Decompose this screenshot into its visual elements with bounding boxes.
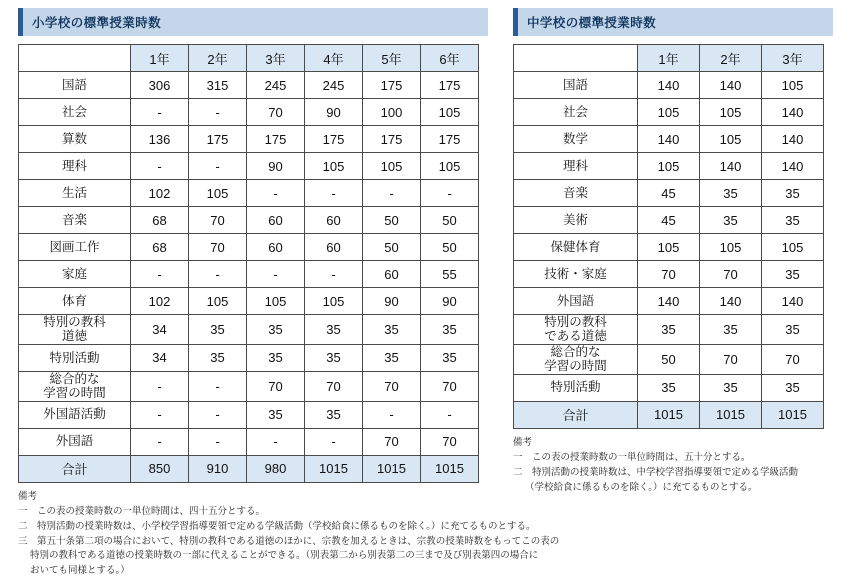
subject-cell: 国語 — [19, 72, 131, 99]
total-value: 1015 — [363, 455, 421, 482]
juniorhigh-title: 中学校の標準授業時数 — [513, 8, 833, 36]
hours-cell: 60 — [305, 207, 363, 234]
hours-cell: 102 — [131, 180, 189, 207]
hours-cell: 35 — [700, 374, 762, 401]
hours-cell: 35 — [363, 315, 421, 345]
header-cell-grade1: 1年 — [131, 45, 189, 72]
header-cell-grade4: 4年 — [305, 45, 363, 72]
subject-cell: 美術 — [514, 207, 638, 234]
hours-cell: 90 — [305, 99, 363, 126]
hours-cell: - — [421, 401, 479, 428]
hours-cell: 70 — [247, 99, 305, 126]
elementary-panel — [18, 0, 560, 579]
hours-cell: 45 — [638, 180, 700, 207]
table-row — [514, 374, 824, 401]
hours-cell: 140 — [700, 72, 762, 99]
notes-line: 二 特別活動の授業時数は、小学校学習指導要領で定める学級活動（学校給食に係るものを除く。）に充てるものとする。 — [18, 520, 536, 532]
total-value: 1015 — [305, 455, 363, 482]
hours-cell: 70 — [638, 261, 700, 288]
table-row — [19, 153, 479, 180]
hours-cell: - — [131, 261, 189, 288]
table-row — [19, 315, 479, 345]
table-row — [514, 288, 824, 315]
hours-cell: 105 — [363, 153, 421, 180]
juniorhigh-table — [513, 44, 824, 429]
hours-cell: 315 — [189, 72, 247, 99]
header-cell-grade6: 6年 — [421, 45, 479, 72]
hours-cell: 68 — [131, 207, 189, 234]
hours-cell: 90 — [247, 153, 305, 180]
subject-cell: 総合的な 学習の時間 — [19, 371, 131, 401]
subject-cell: 特別の教科 である道徳 — [514, 315, 638, 345]
hours-cell: 105 — [762, 234, 824, 261]
hours-cell: 105 — [638, 153, 700, 180]
hours-cell: 35 — [762, 261, 824, 288]
notes-line: （学校給食に係るものを除く。）に充てるものとする。 — [525, 481, 758, 493]
hours-cell: 35 — [762, 374, 824, 401]
hours-cell: 90 — [421, 288, 479, 315]
hours-cell: 35 — [700, 315, 762, 345]
hours-cell: 175 — [421, 72, 479, 99]
hours-cell: 35 — [421, 315, 479, 345]
hours-cell: - — [363, 180, 421, 207]
hours-cell: 105 — [189, 180, 247, 207]
elementary-title: 小学校の標準授業時数 — [18, 8, 488, 36]
hours-cell: - — [247, 261, 305, 288]
hours-cell: 35 — [762, 207, 824, 234]
table-row — [19, 371, 479, 401]
hours-cell: 306 — [131, 72, 189, 99]
subject-cell: 外国語 — [19, 428, 131, 455]
subject-cell: 図画工作 — [19, 234, 131, 261]
header-cell-grade5: 5年 — [363, 45, 421, 72]
table-row — [514, 315, 824, 345]
header-cell-grade1: 1年 — [638, 45, 700, 72]
subject-cell: 外国語活動 — [19, 401, 131, 428]
hours-cell: 35 — [305, 401, 363, 428]
hours-cell: 105 — [700, 126, 762, 153]
hours-cell: 70 — [762, 344, 824, 374]
hours-cell: 105 — [421, 153, 479, 180]
total-row — [514, 401, 824, 428]
total-value: 910 — [189, 455, 247, 482]
hours-cell: 140 — [762, 288, 824, 315]
table-header-row — [19, 45, 479, 72]
hours-cell: 105 — [762, 72, 824, 99]
notes-line: 三 第五十条第二項の場合において、特別の教科である道徳のほかに、宗教を加えるときは、宗教の授業時数をもってこの表の — [18, 535, 560, 547]
hours-cell: 175 — [247, 126, 305, 153]
hours-cell: 136 — [131, 126, 189, 153]
subject-cell: 算数 — [19, 126, 131, 153]
subject-cell: 社会 — [19, 99, 131, 126]
elementary-notes — [18, 490, 560, 579]
hours-cell: 70 — [363, 371, 421, 401]
hours-cell: 140 — [638, 288, 700, 315]
hours-cell: 70 — [189, 207, 247, 234]
hours-cell: 35 — [700, 180, 762, 207]
hours-cell: 105 — [421, 99, 479, 126]
table-row — [514, 344, 824, 374]
table-header-row — [514, 45, 824, 72]
hours-cell: - — [305, 261, 363, 288]
hours-cell: - — [131, 428, 189, 455]
total-value: 850 — [131, 455, 189, 482]
hours-cell: 105 — [638, 234, 700, 261]
hours-cell: 50 — [638, 344, 700, 374]
hours-cell: 35 — [305, 344, 363, 371]
total-value: 1015 — [421, 455, 479, 482]
hours-cell: 50 — [363, 207, 421, 234]
hours-cell: 70 — [421, 371, 479, 401]
total-row — [19, 455, 479, 482]
hours-cell: 35 — [247, 344, 305, 371]
notes-line: 一 この表の授業時数の一単位時間は、四十五分とする。 — [18, 506, 266, 518]
table-row — [19, 126, 479, 153]
table-row — [514, 234, 824, 261]
hours-cell: 175 — [189, 126, 247, 153]
table-row — [19, 180, 479, 207]
hours-cell: 140 — [762, 99, 824, 126]
notes-line: 一 この表の授業時数の一単位時間は、五十分とする。 — [513, 452, 751, 464]
hours-cell: 140 — [700, 288, 762, 315]
subject-cell: 体育 — [19, 288, 131, 315]
hours-cell: 50 — [421, 234, 479, 261]
table-row — [19, 72, 479, 99]
hours-cell: - — [131, 99, 189, 126]
hours-cell: - — [189, 153, 247, 180]
subject-cell: 理科 — [19, 153, 131, 180]
hours-cell: 34 — [131, 344, 189, 371]
hours-cell: 70 — [247, 371, 305, 401]
hours-cell: - — [189, 401, 247, 428]
table-row — [514, 126, 824, 153]
table-row — [514, 153, 824, 180]
subject-cell: 保健体育 — [514, 234, 638, 261]
hours-cell: 105 — [247, 288, 305, 315]
hours-cell: - — [131, 401, 189, 428]
hours-cell: 105 — [700, 99, 762, 126]
hours-cell: 175 — [363, 72, 421, 99]
subject-cell: 国語 — [514, 72, 638, 99]
table-row — [19, 261, 479, 288]
hours-cell: - — [421, 180, 479, 207]
hours-cell: 140 — [638, 126, 700, 153]
hours-cell: 105 — [305, 153, 363, 180]
subject-cell: 家庭 — [19, 261, 131, 288]
total-value: 1015 — [700, 401, 762, 428]
hours-cell: - — [189, 428, 247, 455]
table-row — [19, 401, 479, 428]
table-row — [19, 344, 479, 371]
hours-cell: 70 — [363, 428, 421, 455]
total-value: 980 — [247, 455, 305, 482]
total-value: 1015 — [638, 401, 700, 428]
hours-cell: - — [305, 428, 363, 455]
hours-cell: 175 — [363, 126, 421, 153]
elementary-table — [18, 44, 479, 483]
hours-cell: - — [189, 99, 247, 126]
hours-cell: 35 — [700, 207, 762, 234]
subject-cell: 総合的な 学習の時間 — [514, 344, 638, 374]
header-cell-corner — [514, 45, 638, 72]
subject-cell: 音楽 — [514, 180, 638, 207]
table-row — [19, 428, 479, 455]
hours-cell: 70 — [421, 428, 479, 455]
hours-cell: - — [247, 428, 305, 455]
hours-cell: 60 — [247, 234, 305, 261]
hours-cell: 35 — [305, 315, 363, 345]
hours-cell: 175 — [305, 126, 363, 153]
notes-line: 二 特別活動の授業時数は、中学校学習指導要領で定める学級活動 — [513, 466, 799, 478]
notes-line: おいても同様とする。） — [30, 565, 130, 577]
juniorhigh-panel — [513, 0, 833, 495]
total-label: 合計 — [19, 455, 131, 482]
header-cell-grade3: 3年 — [762, 45, 824, 72]
hours-cell: 35 — [363, 344, 421, 371]
table-row — [514, 72, 824, 99]
hours-cell: 35 — [421, 344, 479, 371]
hours-cell: 90 — [363, 288, 421, 315]
hours-cell: 70 — [700, 261, 762, 288]
table-row — [514, 180, 824, 207]
hours-cell: 60 — [305, 234, 363, 261]
hours-cell: 105 — [638, 99, 700, 126]
hours-cell: 35 — [762, 315, 824, 345]
hours-cell: 102 — [131, 288, 189, 315]
hours-cell: 105 — [305, 288, 363, 315]
hours-cell: 35 — [247, 315, 305, 345]
subject-cell: 理科 — [514, 153, 638, 180]
header-cell-corner — [19, 45, 131, 72]
hours-cell: 245 — [247, 72, 305, 99]
table-row — [514, 99, 824, 126]
hours-cell: 50 — [363, 234, 421, 261]
table-row — [514, 207, 824, 234]
hours-cell: 60 — [363, 261, 421, 288]
hours-cell: 105 — [189, 288, 247, 315]
hours-cell: 140 — [638, 72, 700, 99]
hours-cell: - — [131, 153, 189, 180]
hours-cell: - — [247, 180, 305, 207]
hours-cell: 35 — [189, 344, 247, 371]
hours-cell: 35 — [638, 315, 700, 345]
subject-cell: 技術・家庭 — [514, 261, 638, 288]
hours-cell: 175 — [421, 126, 479, 153]
hours-cell: - — [189, 261, 247, 288]
header-cell-grade2: 2年 — [700, 45, 762, 72]
subject-cell: 特別活動 — [514, 374, 638, 401]
hours-cell: 140 — [762, 153, 824, 180]
hours-cell: 140 — [700, 153, 762, 180]
hours-cell: 140 — [762, 126, 824, 153]
hours-cell: 70 — [189, 234, 247, 261]
table-row — [514, 261, 824, 288]
notes-header: 備考 — [18, 490, 38, 502]
subject-cell: 外国語 — [514, 288, 638, 315]
hours-cell: 35 — [638, 374, 700, 401]
subject-cell: 社会 — [514, 99, 638, 126]
total-value: 1015 — [762, 401, 824, 428]
table-row — [19, 99, 479, 126]
hours-cell: 100 — [363, 99, 421, 126]
table-row — [19, 288, 479, 315]
hours-cell: 55 — [421, 261, 479, 288]
hours-cell: 35 — [247, 401, 305, 428]
hours-cell: - — [189, 371, 247, 401]
hours-cell: - — [131, 371, 189, 401]
hours-cell: 35 — [189, 315, 247, 345]
notes-line: 特別の教科である道徳の授業時数の一部に代えることができる。（別表第二から別表第二の三まで及び別表第四の場合に — [30, 550, 539, 562]
subject-cell: 特別活動 — [19, 344, 131, 371]
hours-cell: - — [363, 401, 421, 428]
juniorhigh-notes — [513, 436, 843, 496]
subject-cell: 数学 — [514, 126, 638, 153]
hours-cell: 34 — [131, 315, 189, 345]
hours-cell: 45 — [638, 207, 700, 234]
hours-cell: 50 — [421, 207, 479, 234]
table-row — [19, 207, 479, 234]
subject-cell: 音楽 — [19, 207, 131, 234]
hours-cell: 60 — [247, 207, 305, 234]
notes-header: 備考 — [513, 436, 533, 448]
header-cell-grade3: 3年 — [247, 45, 305, 72]
hours-cell: 35 — [762, 180, 824, 207]
hours-cell: 105 — [700, 234, 762, 261]
header-cell-grade2: 2年 — [189, 45, 247, 72]
subject-cell: 特別の教科 道徳 — [19, 315, 131, 345]
hours-cell: 70 — [305, 371, 363, 401]
total-label: 合計 — [514, 401, 638, 428]
hours-cell: 68 — [131, 234, 189, 261]
hours-cell: 70 — [700, 344, 762, 374]
hours-cell: 245 — [305, 72, 363, 99]
subject-cell: 生活 — [19, 180, 131, 207]
table-row — [19, 234, 479, 261]
hours-cell: - — [305, 180, 363, 207]
